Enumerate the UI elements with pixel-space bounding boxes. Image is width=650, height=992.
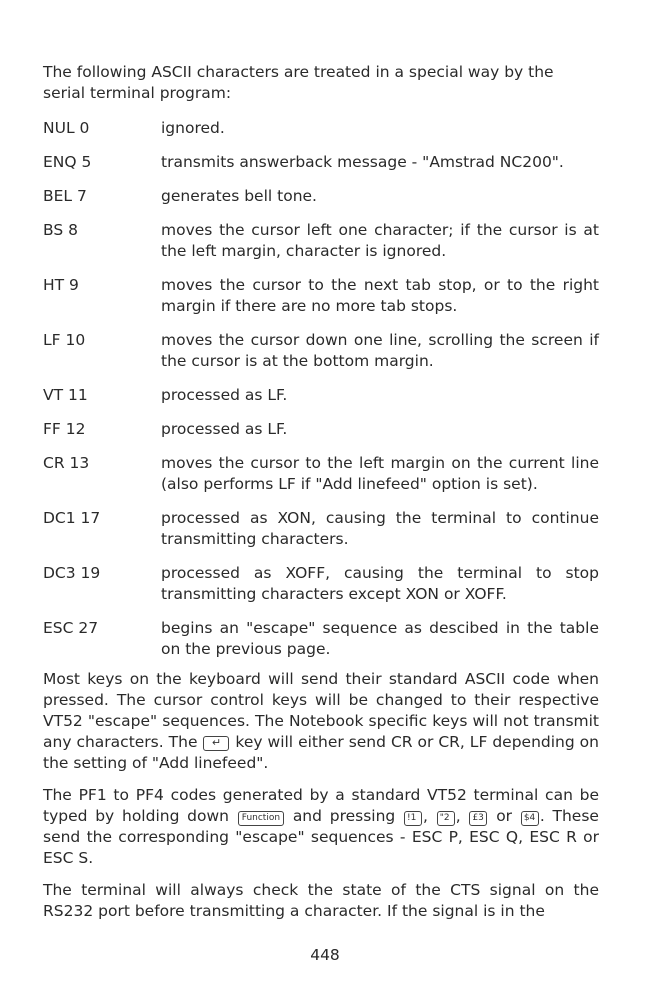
table-row: [43, 508, 599, 550]
cts-paragraph: The terminal will always check the state of the CTS signal on the RS232 port before transmitting a character. If the signal is in the: [43, 881, 599, 920]
table-row: [43, 186, 599, 207]
key-4-icon: $4: [521, 811, 539, 826]
table-row: [43, 275, 599, 317]
intro-text: The following ASCII characters are treated in a special way by the serial terminal program:: [43, 63, 554, 102]
code-description: processed as XON, causing the terminal to continue transmitting characters.: [161, 509, 599, 548]
code-description: processed as LF.: [161, 386, 288, 404]
table-row: [43, 152, 599, 173]
code-name: DC1 17: [43, 509, 101, 527]
table-row: [43, 385, 599, 406]
or-text: or: [496, 807, 513, 825]
pf-text-2: and pressing: [292, 807, 396, 825]
code-name: LF 10: [43, 331, 86, 349]
code-description: ignored.: [161, 119, 225, 137]
code-name: NUL 0: [43, 119, 90, 137]
keyboard-text-before: Most keys on the keyboard will send their standard ASCII code when pressed. The cursor control keys will be changed to their respective VT52 "escape" sequences. The Notebook specific keys will not transmit any characters. The: [43, 670, 599, 751]
table-row: [43, 220, 599, 262]
code-name: DC3 19: [43, 564, 101, 582]
table-row: [43, 618, 599, 660]
code-description: transmits answerback message - "Amstrad NC200".: [161, 153, 564, 171]
pf-text-3: . These send the corresponding "escape" sequences - ESC P, ESC Q, ESC R or ESC S.: [43, 807, 599, 867]
code-name: HT 9: [43, 276, 79, 294]
page-body: [43, 62, 599, 933]
code-description: begins an "escape" sequence as descibed in the table on the previous page.: [161, 619, 599, 658]
code-name: CR 13: [43, 454, 90, 472]
code-name: ESC 27: [43, 619, 99, 637]
table-row: [43, 330, 599, 372]
enter-key-icon: ↵: [203, 736, 229, 751]
code-name: ENQ 5: [43, 153, 92, 171]
control-code-table: [43, 118, 599, 660]
pf-keys-paragraph: [43, 785, 599, 869]
table-row: [43, 118, 599, 139]
code-name: FF 12: [43, 420, 86, 438]
code-description: processed as XOFF, causing the terminal to stop transmitting characters except XON or XOFF.: [161, 564, 599, 603]
table-row: [43, 419, 599, 440]
table-row: [43, 453, 599, 495]
function-key-icon: Function: [238, 811, 284, 826]
code-description: moves the cursor down one line, scrolling the screen if the cursor is at the bottom margin.: [161, 331, 599, 370]
keyboard-text-after: key will either send CR or CR, LF depending on the setting of "Add linefeed".: [43, 733, 599, 772]
code-name: VT 11: [43, 386, 88, 404]
keyboard-paragraph: [43, 669, 599, 774]
code-description: moves the cursor to the next tab stop, or to the right margin if there are no more tab stops.: [161, 276, 599, 315]
separator: ,: [455, 807, 461, 825]
key-1-icon: !1: [404, 811, 422, 826]
code-description: generates bell tone.: [161, 187, 317, 205]
key-2-icon: "2: [437, 811, 455, 826]
pf-text-1: The PF1 to PF4 codes generated by a standard VT52 terminal can be typed by holding down: [43, 786, 599, 825]
code-description: moves the cursor left one character; if the cursor is at the left margin, character is ignored.: [161, 221, 599, 260]
code-name: BS 8: [43, 221, 78, 239]
code-description: moves the cursor to the left margin on the current line (also performs LF if "Add linefeed" option is set).: [161, 454, 599, 493]
table-row: [43, 563, 599, 605]
key-3-icon: £3: [469, 811, 487, 826]
separator: ,: [423, 807, 428, 825]
page-number: 448: [310, 946, 340, 964]
code-name: BEL 7: [43, 187, 87, 205]
code-description: processed as LF.: [161, 420, 288, 438]
